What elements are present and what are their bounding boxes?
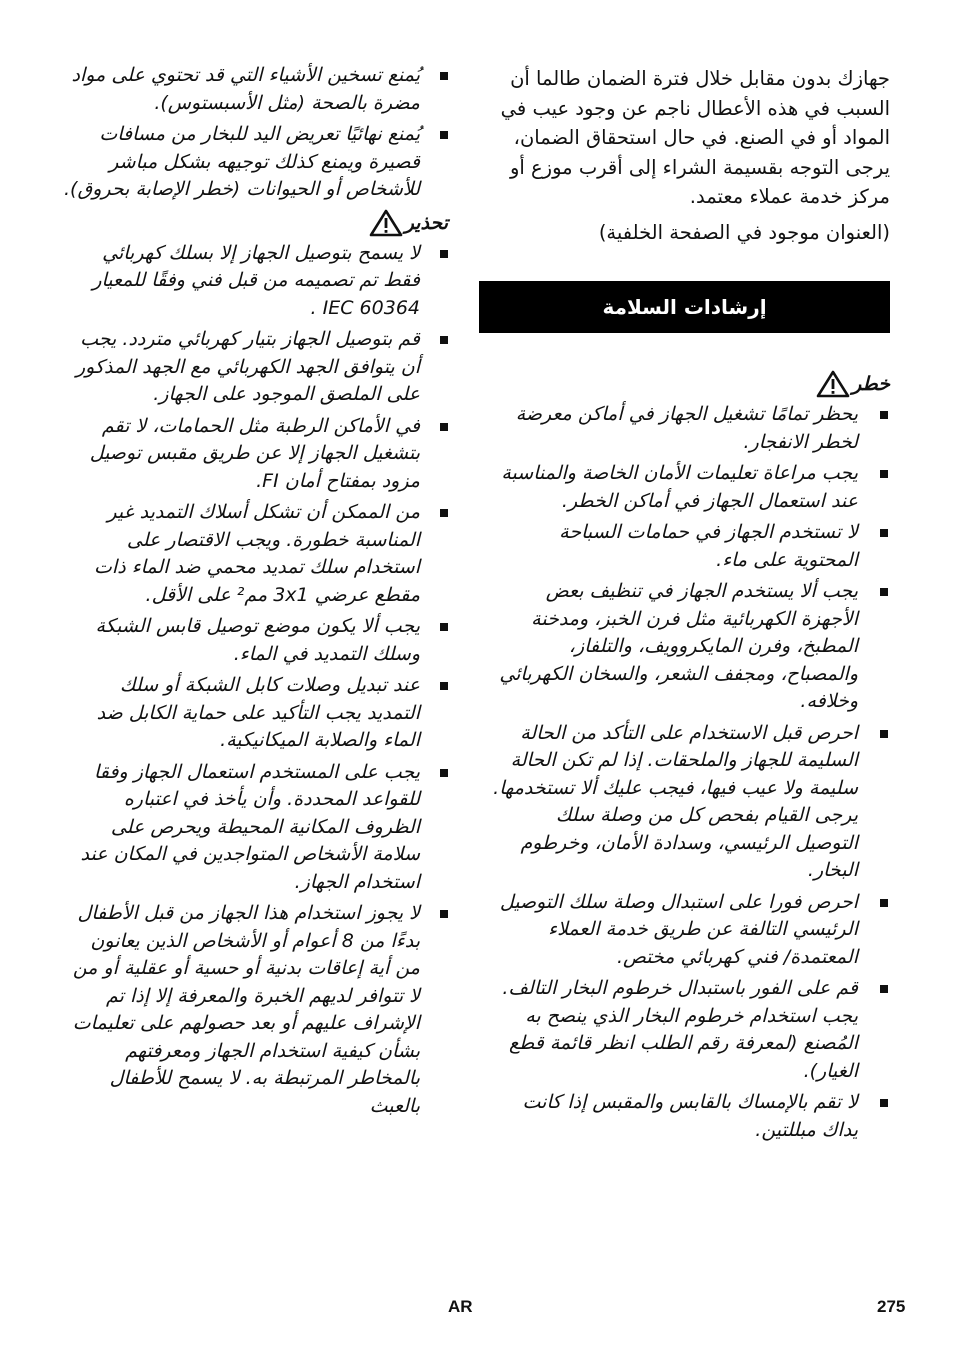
warning-triangle-icon <box>369 209 403 237</box>
list-item-text: لا تقم بالإمساك بالقابس والمقبس إذا كانت يداك مبللتين. <box>522 1091 858 1141</box>
bullet-square-icon <box>440 131 448 139</box>
list-item-text: يجب ألا يكون موضع توصيل قابس الشبكة وسلك التمديد في الماء. <box>95 615 420 665</box>
list-item-text: يجب على المستخدم استعمال الجهاز وفقا للقواعد المحددة. وأن يأخذ في اعتباره الظروف المكانية المحيطة ويحرص على سلامة الأشخاص المتواجدين في المكان عند استخدام الجهاز. <box>80 760 420 893</box>
warning-list <box>62 240 448 1121</box>
bullet-square-icon <box>440 910 448 918</box>
list-item-text: لا يجوز استخدام هذا الجهاز من قبل الأطفال بدءًا من 8 أعوام أو الأشخاص الذين يعانون من أية إعاقات بدنية أو حسية أو عقلية أو من لا تتوافر لديهم الخبرة والمعرفة إلا إذا تم الإشراف عليهم أو بعد حصولهم على تعليمات بشأن كيفية استخدام الجهاز ومعرفتهم بالمخاطر المرتبطة به. لا يسمح للأطفال بالعبث <box>72 902 420 1117</box>
section-title-banner <box>479 281 890 333</box>
warning-heading <box>62 208 448 238</box>
list-item <box>62 413 420 496</box>
bullet-square-icon <box>880 529 888 537</box>
list-item <box>62 900 420 1120</box>
list-item-text: لا يسمح بتوصيل الجهاز إلا بسلك كهربائي فقط تم تصميمه من قبل فني وفقًا للمعيار IEC 60364 . <box>92 241 420 319</box>
list-item-text: لا تستخدم الجهاز في حمامات السباحة المحتوية على ماء. <box>559 521 858 571</box>
list-item <box>490 975 858 1085</box>
list-item-text: في الأماكن الرطبة مثل الحمامات، لا تقم بتشغيل الجهاز إلا عن طريق مقبس توصيل مزود بمفتاح أمان FI. <box>89 414 420 492</box>
list-item <box>490 720 858 885</box>
bullet-square-icon <box>880 985 888 993</box>
bullet-square-icon <box>440 336 448 344</box>
bullet-square-icon <box>440 509 448 517</box>
bullet-square-icon <box>880 588 888 596</box>
list-item <box>62 326 420 409</box>
bullet-square-icon <box>440 250 448 258</box>
list-item-text: قم بتوصيل الجهاز بتيار كهربائي متردد. يجب أن يتوافق الجهد الكهربائي مع الجهد المذكور على الملصق الموجود على الجهاز. <box>76 328 420 405</box>
bullet-square-icon <box>880 730 888 738</box>
right-column <box>490 64 890 1148</box>
list-item-text: يُمنع نهائيًا تعريض اليد للبخار من مسافات قصيرة ويمنع كذلك توجيهه بشكل مباشر للأشخاص أو الحيوانات (خطر الإصابة بحروق). <box>64 123 420 200</box>
bullet-square-icon <box>440 769 448 777</box>
list-item-text: يجب ألا يستخدم الجهاز في تنظيف بعض الأجهزة الكهربائية مثل فرن الخبز، ومدخنة المطبخ، وفرن المايكروويف، والتلفاز، والمصباح، ومجفف الشعر، والسخان الكهربائي وخلافه. <box>499 580 858 712</box>
list-item-text: احرص قبل الاستخدام على التأكد من الحالة السليمة للجهاز والملحقات. إذا لم تكن الحالة سليمة ولا عيب فيها، فيجب عليك ألا تستخدمها. يرجى القيام بفحص كل من وصلة سلك التوصيل الرئيسي، وسدادة الأمان، وخرطوم البخار. <box>493 721 858 881</box>
list-item <box>62 613 420 668</box>
list-item <box>62 240 420 323</box>
list-item <box>62 759 420 897</box>
list-item-text: قم على الفور باستبدال خرطوم البخار التالف. يجب استخدام خرطوم البخار الذي ينصح به المُصنع (لمعرفة رقم الطلب انظر قائمة قطع الغيار). <box>502 977 858 1082</box>
list-item <box>62 121 420 204</box>
bullet-square-icon <box>880 899 888 907</box>
address-note: (العنوان موجود في الصفحة الخلفية) <box>598 220 890 244</box>
danger-heading <box>490 369 890 399</box>
bullet-square-icon <box>440 72 448 80</box>
list-item <box>490 1089 858 1144</box>
bullet-square-icon <box>440 623 448 631</box>
top-hazard-list <box>62 62 448 204</box>
footer-language: AR <box>448 1297 473 1316</box>
left-column <box>62 62 448 1124</box>
list-item-text: من الممكن أن تشكل أسلاك التمديد غير المناسبة خطورة. ويجب الاقتصار على استخدام سلك تمديد محمي ضد الماء ذات مقطع عرضي 3x1 مم² على الأقل. <box>94 501 420 606</box>
bullet-square-icon <box>440 682 448 690</box>
list-item-text: يجب مراعاة تعليمات الأمان الخاصة والمناسبة عند استعمال الجهاز في أماكن الخطر. <box>501 462 858 512</box>
warning-label: تحذير <box>404 211 448 234</box>
list-item <box>490 578 858 716</box>
warning-triangle-icon <box>816 370 850 398</box>
bullet-square-icon <box>880 470 888 478</box>
intro-paragraph: جهازك بدون مقابل خلال فترة الضمان طالما أن السبب في هذه الأعطال ناجم عن وجود عيب في المواد أو في الصنع. في حال استحقاق الضمان، يرجى التوجه بقسيمة الشراء إلى أقرب موزع أو مركز خدمة عملاء معتمد. <box>500 67 890 208</box>
list-item-text: احرص فورا على استبدال وصلة سلك التوصيل الرئيسي التالفة عن طريق خدمة العملاء المعتمدة/ فني كهربائي مختص. <box>499 890 858 968</box>
list-item <box>62 672 420 755</box>
list-item <box>490 519 858 574</box>
list-item <box>490 401 858 456</box>
danger-list <box>490 401 890 1144</box>
list-item <box>62 499 420 609</box>
list-item <box>490 460 858 515</box>
list-item-text: يحظر تمامًا تشغيل الجهاز في أماكن معرضة لخطر الانفجار. <box>515 403 858 453</box>
danger-label: خطر <box>852 373 890 395</box>
list-item-text: عند تبديل وصلات كابل الشبكة أو سلك التمديد يجب التأكيد على حماية الكابل ضد الماء والصلابة الميكانيكية. <box>96 674 420 751</box>
bullet-square-icon <box>880 411 888 419</box>
bullet-square-icon <box>880 1099 888 1107</box>
list-item <box>490 889 858 972</box>
list-item-text: يُمنع تسخين الأشياء التي قد تحتوي على مواد مضرة بالصحة (مثل الأسبستوس). <box>71 64 420 114</box>
section-title: إرشادات السلامة <box>602 295 767 319</box>
bullet-square-icon <box>440 423 448 431</box>
page-number: 275 <box>877 1297 906 1316</box>
list-item <box>62 62 420 117</box>
